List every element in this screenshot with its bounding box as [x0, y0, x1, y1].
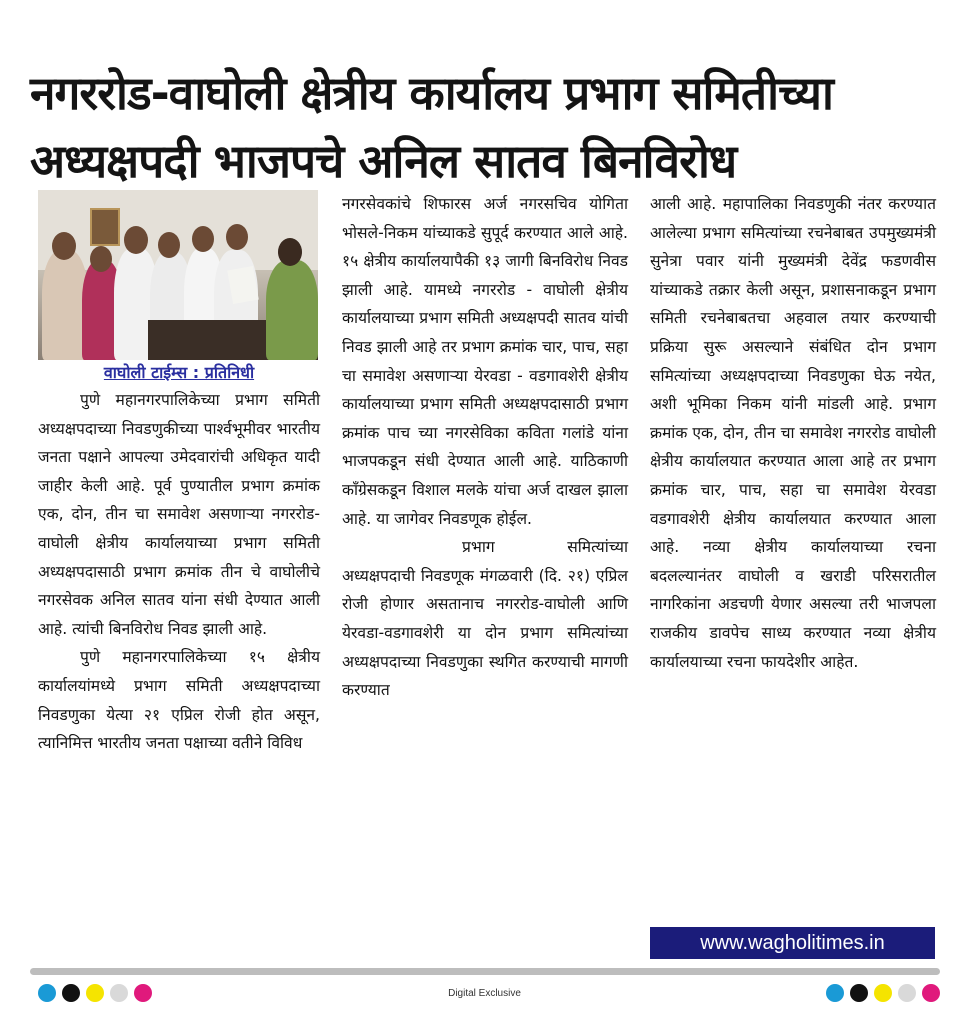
column-2	[342, 190, 628, 705]
paragraph: पुणे महानगरपालिकेच्या प्रभाग समिती अध्यक्षपदाच्या निवडणुकीच्या पार्श्वभूमीवर भारतीय जनता पक्षाने आपल्या उमेदवारांची अधिकृत यादी जाहीर केली आहे. पूर्व पुण्यातील प्रभाग क्रमांक एक, दोन, तीन चा समावेश असणाऱ्या नगररोड-वाघोली क्षेत्रीय कार्यालयाच्या प्रभाग समिती अध्यक्षपदासाठी प्रभाग क्रमांक तीन चे वाघोलीचे नगरसेवक अनिल सातव यांना संधी देण्यात आली आहे. त्यांची बिनविरोध निवड झाली आहे.	[38, 391, 320, 638]
yellow-dot	[874, 984, 892, 1002]
paragraph: प्रभाग समित्यांच्या अध्यक्षपदाची निवडणूक मंगळवारी (दि. २१) एप्रिल रोजी होणार असतानाच नगररोड-वाघोली आणि येरवडा-वडगावशेरी या दोन प्रभाग समित्यांच्या अध्यक्षपदाच्या निवडणुका स्थगित करण्याची मागणी करण्यात	[342, 538, 628, 700]
paragraph: आली आहे. महापालिका निवडणुकी नंतर करण्यात आलेल्या प्रभाग समित्यांच्या रचनेबाबत उपमुख्यमंत्री सुनेत्रा पवार यांनी मुख्यमंत्री देवेंद्र फडणवीस यांच्याकडे तक्रार केली असून, प्रशासनाकडून प्रभाग समिती रचनेबाबतचा अहवाल तयार करण्याची प्रक्रिया सुरू असल्याने संबंधित दोन प्रभाग समित्यांच्या अध्यक्षपदाच्या निवडणुका घेऊ नयेत, अशी भूमिका निकम यांनी मांडली आहे. प्रभाग क्रमांक एक, दोन, तीन चा समावेश नगररोड वाघोली क्षेत्रीय कार्यालयात करण्यात आला आहे तर प्रभाग क्रमांक चार, पाच, सहा चा समावेश येरवडा वडगावशेरी क्षेत्रीय कार्यालयात करण्यात आला आहे. नव्या क्षेत्रीय कार्यालयाच्या रचना बदलल्यानंतर वाघोली व खराडी परिसरातील नागरिकांना अडचणी येणार असल्या तरी भाजपला राजकीय डावपेच साध्य करण्यात नव्या क्षेत्रीय कार्यालयाच्या रचना फायदेशीर आहेत.	[650, 195, 936, 671]
byline: वाघोली टाईम्स : प्रतिनिधी	[103, 363, 255, 382]
black-dot	[850, 984, 868, 1002]
grey-dot	[898, 984, 916, 1002]
footer-label: Digital Exclusive	[448, 988, 521, 999]
column-3	[650, 190, 936, 676]
column-1	[38, 190, 320, 758]
website-badge[interactable]: www.wagholitimes.in	[650, 927, 935, 959]
magenta-dot	[922, 984, 940, 1002]
paragraph: नगरसेवकांचे शिफारस अर्ज नगरसचिव योगिता भोसले-निकम यांच्याकडे सुपूर्द करण्यात आले आहे. १५ क्षेत्रीय कार्यालयापैकी १३ जागी बिनविरोध निवड झाली आहे. यामध्ये नगररोड - वाघोली क्षेत्रीय कार्यालयाच्या प्रभाग समिती अध्यक्षपदी सातव यांची निवड झाली आहे तर प्रभाग क्रमांक चार, पाच, सहा चा समावेश असणाऱ्या येरवडा - वडगावशेरी क्षेत्रीय कार्यालयाच्या प्रभाग समिती अध्यक्षपदासाठी प्रभाग क्रमांक पाच च्या नगरसेविका कविता गलांडे यांना भाजपकडून संधी देण्यात आली आहे. याठिकाणी काँग्रेसकडून विशाल मलके यांचा अर्ज दाखल झाला आहे. या जागेवर निवडणूक होईल.	[342, 195, 628, 528]
cyan-dot	[826, 984, 844, 1002]
headline: नगररोड-वाघोली क्षेत्रीय कार्यालय प्रभाग समितीच्या अध्यक्षपदी भाजपचे अनिल सातव बिनविरोध	[30, 65, 833, 188]
footer-rule	[30, 968, 940, 975]
color-registration-dots-right	[826, 984, 940, 1002]
paragraph: पुणे महानगरपालिकेच्या १५ क्षेत्रीय कार्यालयांमध्ये प्रभाग समिती अध्यक्षपदाच्या निवडणुका येत्या २१ एप्रिल रोजी होत असून, त्यानिमित्त भारतीय जनता पक्षाच्या वतीने विविध	[38, 648, 320, 753]
